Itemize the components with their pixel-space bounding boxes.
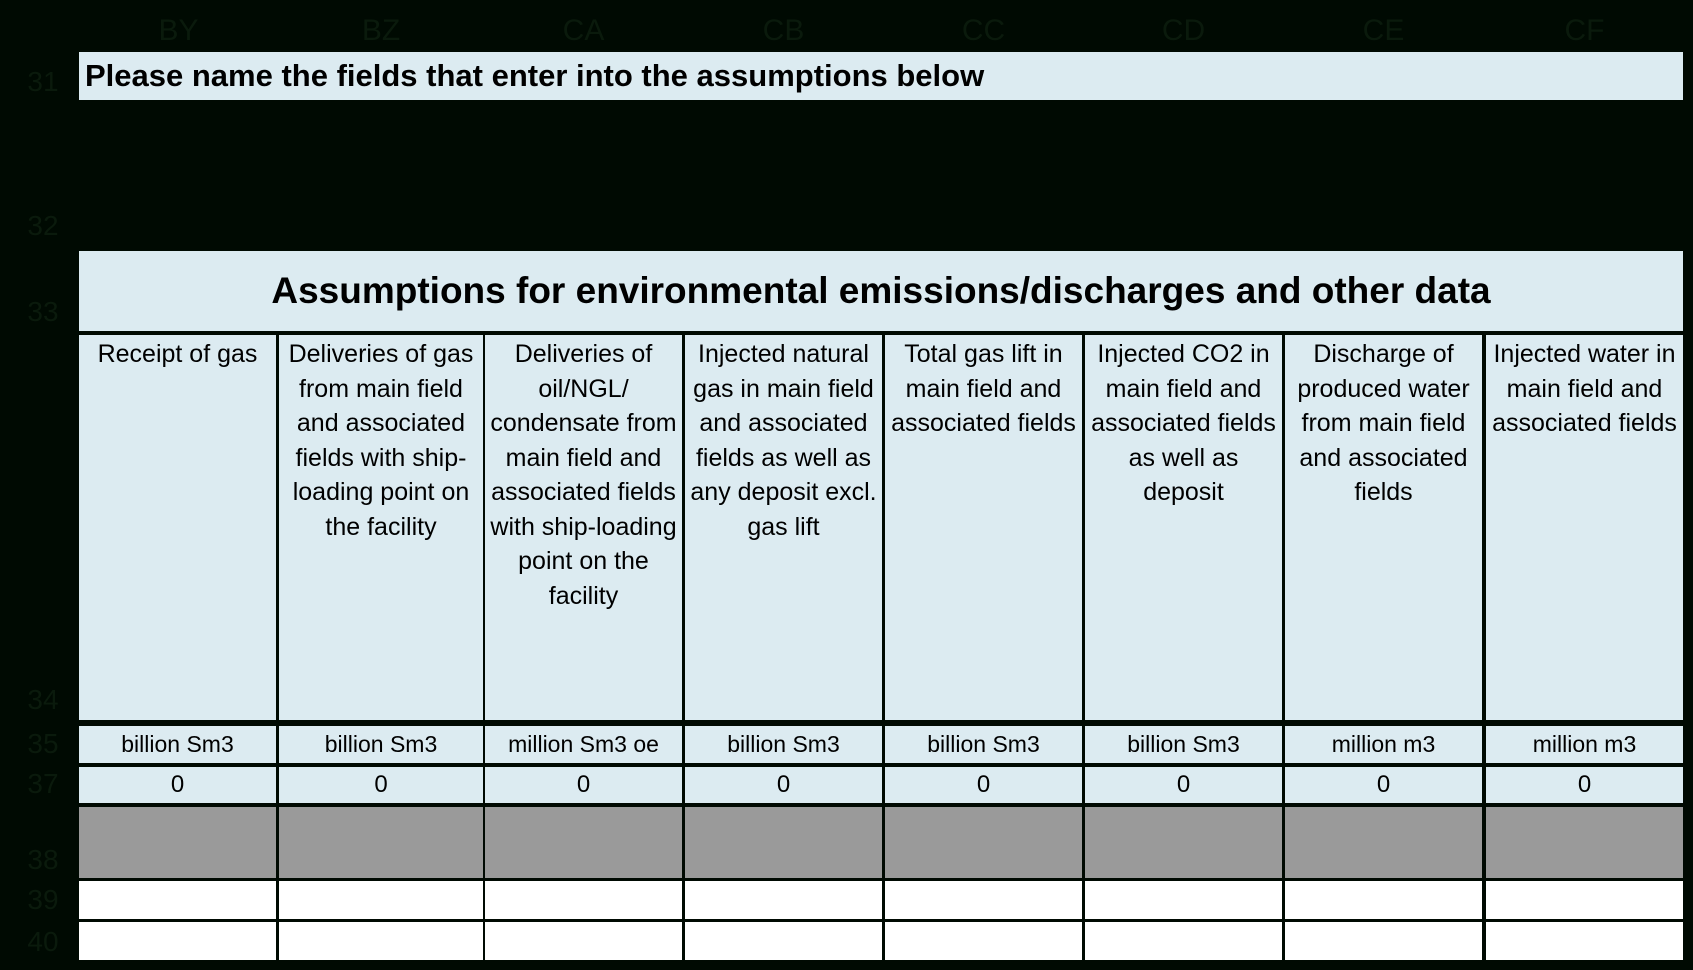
- grey-cell-cb[interactable]: [685, 807, 882, 878]
- grey-cell-ca[interactable]: [485, 807, 682, 878]
- column-header-ce[interactable]: CE: [1362, 14, 1405, 47]
- grey-cell-cc[interactable]: [885, 807, 1082, 878]
- row40-cell-ce[interactable]: [1285, 922, 1482, 960]
- header-cell-injected-water[interactable]: Injected water in main field and associated fields: [1486, 335, 1683, 720]
- unit-cell-cb[interactable]: billion Sm3: [685, 726, 882, 763]
- value-cell-ce[interactable]: 0: [1285, 767, 1482, 803]
- header-cell-receipt-of-gas[interactable]: Receipt of gas: [79, 335, 276, 720]
- grey-cell-ce[interactable]: [1285, 807, 1482, 878]
- column-header-cd[interactable]: CD: [1161, 14, 1206, 47]
- value-cell-cf[interactable]: 0: [1486, 767, 1683, 803]
- row39-cell-cd[interactable]: [1085, 881, 1282, 919]
- unit-cell-cd[interactable]: billion Sm3: [1085, 726, 1282, 763]
- value-cell-by[interactable]: 0: [79, 767, 276, 803]
- value-cell-ca[interactable]: 0: [485, 767, 682, 803]
- unit-cell-ca[interactable]: million Sm3 oe: [485, 726, 682, 763]
- row40-cell-bz[interactable]: [279, 922, 483, 960]
- fields-prompt-banner[interactable]: [79, 52, 1683, 100]
- column-header-cc[interactable]: CC: [961, 14, 1006, 47]
- grey-cell-cf[interactable]: [1486, 807, 1683, 878]
- value-cell-cb[interactable]: 0: [685, 767, 882, 803]
- value-cell-bz[interactable]: 0: [279, 767, 483, 803]
- header-cell-gas-deliveries[interactable]: Deliveries of gas from main field and associated fields with ship-loading point on the facility: [279, 335, 483, 720]
- row39-cell-cc[interactable]: [885, 881, 1082, 919]
- row39-cell-cf[interactable]: [1486, 881, 1683, 919]
- row39-cell-bz[interactable]: [279, 881, 483, 919]
- assumptions-title-banner[interactable]: [79, 251, 1683, 331]
- header-cell-total-gas-lift[interactable]: Total gas lift in main field and associated fields: [885, 335, 1082, 720]
- row39-cell-by[interactable]: [79, 881, 276, 919]
- row40-cell-cf[interactable]: [1486, 922, 1683, 960]
- assumptions-title-text: Assumptions for environmental emissions/discharges and other data: [271, 270, 1491, 311]
- header-cell-injected-natural-gas[interactable]: Injected natural gas in main field and associated fields as well as any deposit excl. gas lift: [685, 335, 882, 720]
- row40-cell-ca[interactable]: [485, 922, 682, 960]
- header-cell-injected-co2[interactable]: Injected CO2 in main field and associated fields as well as deposit: [1085, 335, 1282, 720]
- header-cell-produced-water[interactable]: Discharge of produced water from main field and associated fields: [1285, 335, 1482, 720]
- unit-cell-by[interactable]: billion Sm3: [79, 726, 276, 763]
- unit-cell-cc[interactable]: billion Sm3: [885, 726, 1082, 763]
- row40-cell-by[interactable]: [79, 922, 276, 960]
- row-header-40[interactable]: 40: [27, 926, 59, 957]
- unit-cell-cf[interactable]: million m3: [1486, 726, 1683, 763]
- row-header-31[interactable]: 31: [27, 66, 59, 97]
- row-header-35[interactable]: 35: [27, 728, 59, 759]
- row-header-38[interactable]: 38: [27, 844, 59, 875]
- row39-cell-ce[interactable]: [1285, 881, 1482, 919]
- row-header-37[interactable]: 37: [27, 768, 59, 799]
- column-header-by[interactable]: BY: [158, 14, 199, 47]
- row40-cell-cb[interactable]: [685, 922, 882, 960]
- column-header-cb[interactable]: CB: [762, 14, 805, 47]
- row40-cell-cd[interactable]: [1085, 922, 1282, 960]
- unit-cell-bz[interactable]: billion Sm3: [279, 726, 483, 763]
- fields-input-area[interactable]: [79, 102, 1683, 248]
- grey-cell-bz[interactable]: [279, 807, 483, 878]
- grey-cell-cd[interactable]: [1085, 807, 1282, 878]
- row-header-34[interactable]: 34: [27, 684, 59, 715]
- row39-cell-cb[interactable]: [685, 881, 882, 919]
- header-cell-oil-deliveries[interactable]: Deliveries of oil/NGL/ condensate from main field and associated fields with ship-loading point on the facility: [485, 335, 682, 720]
- row-header-32[interactable]: 32: [27, 210, 59, 241]
- column-header-ca[interactable]: CA: [562, 14, 605, 47]
- row-header-39[interactable]: 39: [27, 884, 59, 915]
- row39-cell-ca[interactable]: [485, 881, 682, 919]
- row40-cell-cc[interactable]: [885, 922, 1082, 960]
- row-header-33[interactable]: 33: [27, 296, 59, 327]
- fields-prompt-text: Please name the fields that enter into the assumptions below: [85, 58, 985, 93]
- unit-cell-ce[interactable]: million m3: [1285, 726, 1482, 763]
- column-header-bz[interactable]: BZ: [361, 14, 401, 47]
- value-cell-cd[interactable]: 0: [1085, 767, 1282, 803]
- grey-cell-by[interactable]: [79, 807, 276, 878]
- column-header-cf[interactable]: CF: [1564, 14, 1605, 47]
- value-cell-cc[interactable]: 0: [885, 767, 1082, 803]
